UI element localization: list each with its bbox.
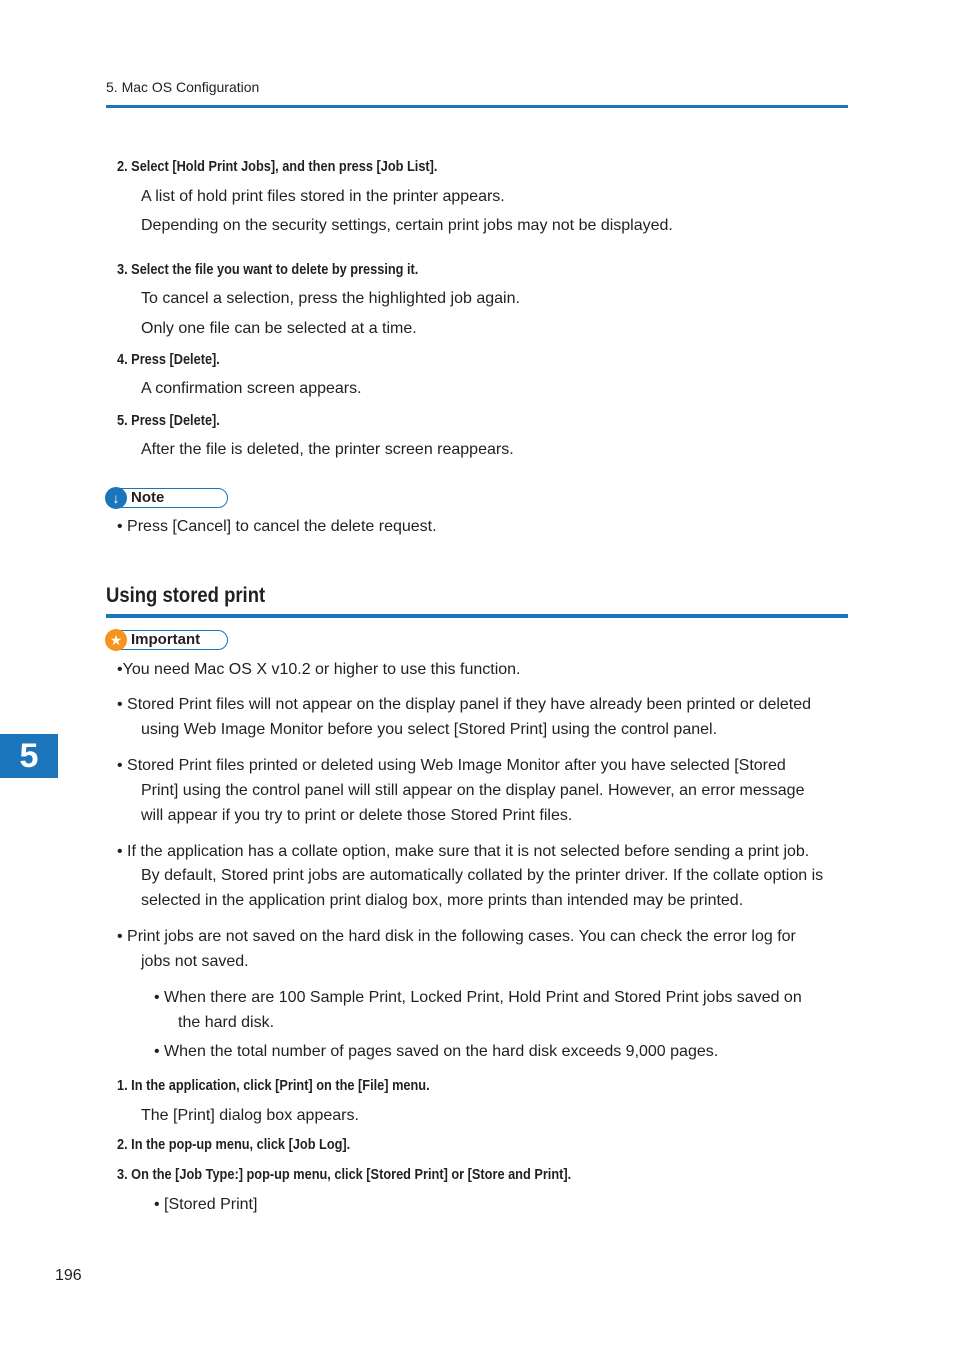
important-label: Important bbox=[131, 631, 201, 648]
list-item: • Print jobs are not saved on the hard disk in the following cases. You can check the error log for bbox=[117, 928, 796, 945]
note-badge bbox=[106, 488, 228, 508]
step-paragraph: To cancel a selection, press the highlighted job again. bbox=[141, 290, 520, 307]
list-item-cont: By default, Stored print jobs are automatically collated by the printer driver. If the collate option is bbox=[141, 867, 824, 884]
step-paragraph: Depending on the security settings, certain print jobs may not be displayed. bbox=[141, 217, 673, 234]
step-paragraph: Only one file can be selected at a time. bbox=[141, 320, 417, 337]
step-label: 5. Press [Delete]. bbox=[117, 413, 220, 429]
list-item: •You need Mac OS X v10.2 or higher to use this function. bbox=[117, 661, 521, 678]
step-label: 4. Press [Delete]. bbox=[117, 352, 220, 368]
step-paragraph: A confirmation screen appears. bbox=[141, 380, 362, 397]
down-arrow-icon: ↓ bbox=[105, 487, 127, 509]
step-label: 1. In the application, click [Print] on the [File] menu. bbox=[117, 1078, 430, 1094]
list-item-cont: will appear if you try to print or delete those Stored Print files. bbox=[141, 807, 573, 824]
list-item: • If the application has a collate option, make sure that it is not selected before sending a print job. bbox=[117, 843, 810, 860]
step-paragraph: A list of hold print files stored in the printer appears. bbox=[141, 188, 505, 205]
note-label: Note bbox=[131, 489, 165, 506]
star-icon: ★ bbox=[105, 629, 127, 651]
step-label: 2. Select [Hold Print Jobs], and then press [Job List]. bbox=[117, 159, 438, 175]
list-item-cont: jobs not saved. bbox=[141, 953, 249, 970]
step-paragraph: After the file is deleted, the printer screen reappears. bbox=[141, 441, 514, 458]
running-header: 5. Mac OS Configuration bbox=[106, 79, 260, 95]
header-rule bbox=[106, 105, 848, 108]
step-label: 2. In the pop-up menu, click [Job Log]. bbox=[117, 1137, 351, 1153]
sub-list-item: • When the total number of pages saved on the hard disk exceeds 9,000 pages. bbox=[154, 1043, 719, 1060]
section-title: Using stored print bbox=[106, 584, 266, 607]
list-item-cont: using Web Image Monitor before you select [Stored Print] using the control panel. bbox=[141, 721, 718, 738]
sub-list-item: • When there are 100 Sample Print, Locked Print, Hold Print and Stored Print jobs saved on bbox=[154, 989, 802, 1006]
page-number: 196 bbox=[55, 1267, 82, 1284]
step-paragraph: The [Print] dialog box appears. bbox=[141, 1107, 359, 1124]
list-item: • Stored Print files printed or deleted using Web Image Monitor after you have selected [Stored bbox=[117, 757, 786, 774]
step-label: 3. Select the file you want to delete by pressing it. bbox=[117, 262, 419, 278]
note-item: • Press [Cancel] to cancel the delete request. bbox=[117, 518, 437, 535]
important-badge bbox=[106, 630, 228, 650]
list-item: • Stored Print files will not appear on the display panel if they have already been printed or deleted bbox=[117, 696, 812, 713]
list-item-cont: selected in the application print dialog box, more prints than intended may be printed. bbox=[141, 892, 744, 909]
sub-list-item-cont: the hard disk. bbox=[178, 1014, 275, 1031]
step-label: 3. On the [Job Type:] pop-up menu, click [Stored Print] or [Store and Print]. bbox=[117, 1167, 572, 1183]
section-rule bbox=[106, 614, 848, 618]
list-item-cont: Print] using the control panel will still appear on the display panel. However, an error message bbox=[141, 782, 805, 799]
sub-list-item: • [Stored Print] bbox=[154, 1196, 258, 1213]
chapter-tab: 5 bbox=[0, 734, 58, 778]
